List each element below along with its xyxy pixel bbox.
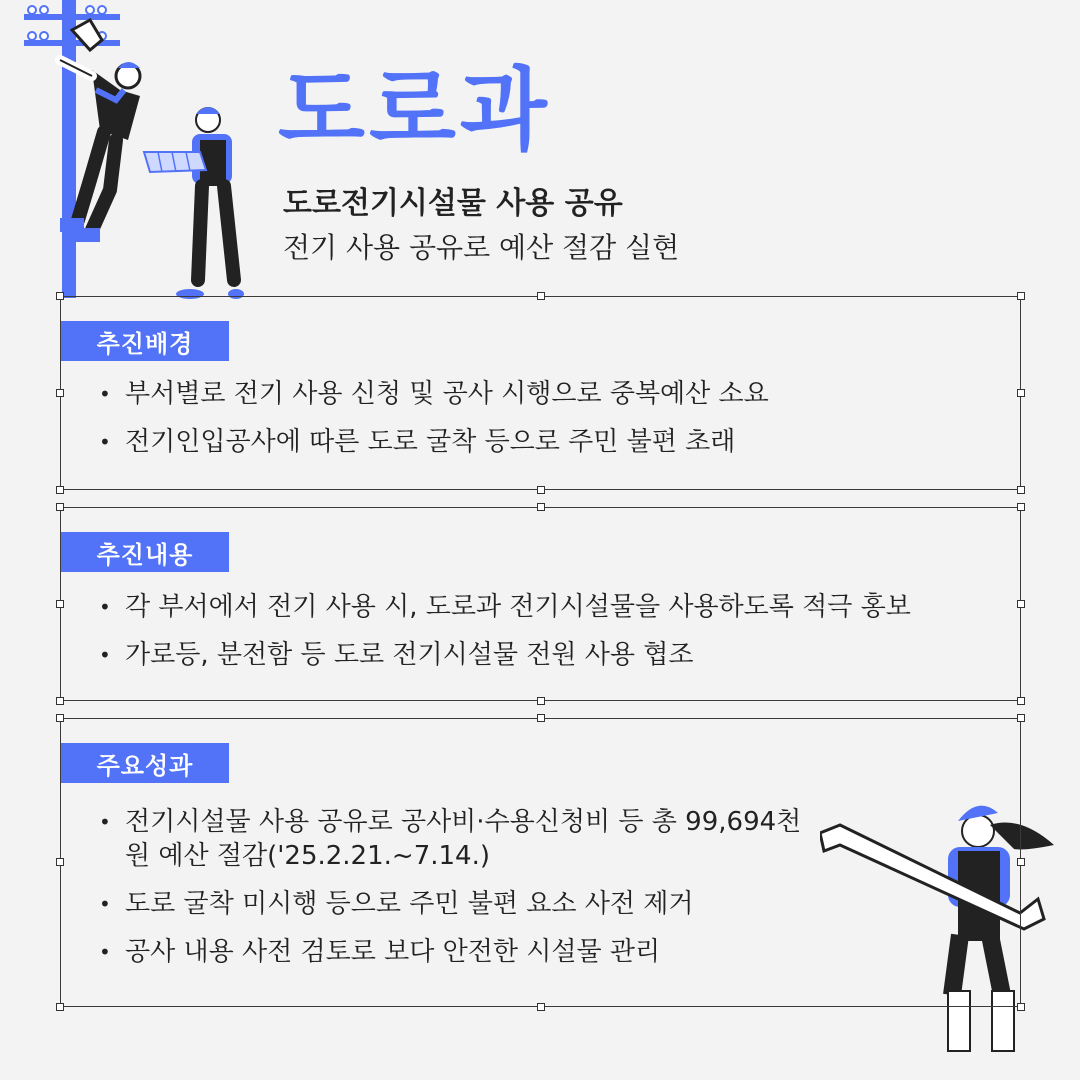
list-item: • 각 부서에서 전기 사용 시, 도로과 전기시설물을 사용하도록 적극 홍보 (99, 590, 911, 624)
resize-handle[interactable] (537, 503, 545, 511)
resize-handle[interactable] (56, 600, 64, 608)
resize-handle[interactable] (537, 697, 545, 705)
bullet-list (99, 590, 911, 686)
bullet-list (99, 377, 769, 473)
resize-handle[interactable] (56, 858, 64, 866)
utility-pole-illustration (20, 0, 160, 300)
resize-handle[interactable] (56, 714, 64, 722)
bullet-list (99, 805, 825, 983)
resize-handle[interactable] (1017, 1003, 1025, 1011)
resize-handle[interactable] (1017, 389, 1025, 397)
department-title: 도로과 (278, 58, 551, 163)
list-item: • 공사 내용 사전 검토로 보다 안전한 시설물 관리 (99, 935, 825, 969)
resize-handle[interactable] (1017, 503, 1025, 511)
section-label: 주요성과 (61, 743, 229, 783)
page-subtitle: 전기 사용 공유로 예산 절감 실현 (283, 231, 680, 264)
resize-handle[interactable] (56, 697, 64, 705)
list-item: • 가로등, 분전함 등 도로 전기시설물 전원 사용 협조 (99, 638, 911, 672)
resize-handle[interactable] (56, 503, 64, 511)
list-item: • 전기시설물 사용 공유로 공사비·수용신청비 등 총 99,694천원 예산 절감('25.2.21.~7.14.) (99, 805, 825, 873)
resize-handle[interactable] (56, 389, 64, 397)
section-results (60, 718, 1021, 1007)
list-item: • 도로 굴착 미시행 등으로 주민 불편 요소 사전 제거 (99, 887, 825, 921)
section-label: 추진배경 (61, 321, 229, 361)
resize-handle[interactable] (1017, 858, 1025, 866)
resize-handle[interactable] (537, 486, 545, 494)
resize-handle[interactable] (1017, 292, 1025, 300)
resize-handle[interactable] (1017, 600, 1025, 608)
list-item: • 부서별로 전기 사용 신청 및 공사 시행으로 중복예산 소요 (99, 377, 769, 411)
resize-handle[interactable] (56, 292, 64, 300)
resize-handle[interactable] (1017, 714, 1025, 722)
section-background (60, 296, 1021, 490)
resize-handle[interactable] (537, 714, 545, 722)
resize-handle[interactable] (56, 486, 64, 494)
worker-with-tool-illustration (140, 100, 260, 300)
resize-handle[interactable] (1017, 486, 1025, 494)
page-title: 도로전기시설물 사용 공유 (283, 186, 623, 221)
resize-handle[interactable] (537, 292, 545, 300)
resize-handle[interactable] (56, 1003, 64, 1011)
list-item: • 전기인입공사에 따른 도로 굴착 등으로 주민 불편 초래 (99, 425, 769, 459)
resize-handle[interactable] (537, 1003, 545, 1011)
resize-handle[interactable] (1017, 697, 1025, 705)
section-content (60, 507, 1021, 701)
section-label: 추진내용 (61, 532, 229, 572)
